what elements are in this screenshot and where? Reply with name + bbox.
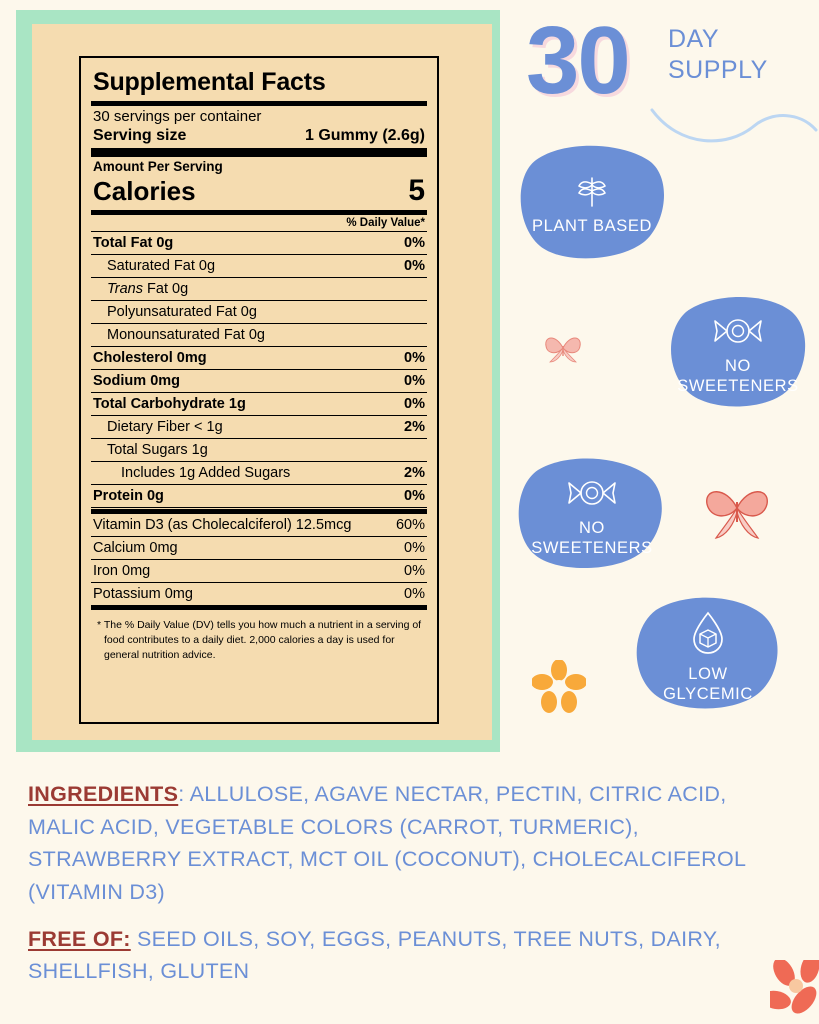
badge-low-glycemic-line2: GLYCEMIC: [663, 684, 753, 703]
badge-plant-based-label: PLANT BASED: [531, 216, 652, 235]
nutrient-row: [91, 416, 427, 438]
badge-no-sweeteners-1-line2: SWEETENERS: [677, 376, 799, 395]
blob-shape: [512, 452, 672, 582]
servings-per-container: 30 servings per container: [93, 108, 262, 125]
nutrient-name: Polyunsaturated Fat 0g: [107, 304, 257, 320]
nutrient-name: Total Fat 0g: [93, 235, 174, 251]
supplemental-facts-box: [79, 56, 439, 724]
serving-size-row: [91, 126, 427, 148]
daily-value-footnote: * The % Daily Value (DV) tells you how much a nutrient in a serving of food contributes to a daily diet. 2,000 calories a day is used for general nutrition advice.: [97, 619, 422, 662]
calories-row: [91, 174, 427, 210]
calories-value: 5: [408, 174, 425, 207]
serving-size-value: 1 Gummy (2.6g): [304, 127, 425, 144]
micronutrient-rows: [91, 514, 427, 605]
ingredients-block: [28, 778, 791, 909]
supply-line-1: DAY: [668, 25, 720, 53]
nutrient-name: Total Sugars 1g: [107, 442, 208, 458]
nutrient-name: Total Carbohydrate 1g: [93, 396, 246, 412]
nutrient-name: Includes 1g Added Sugars: [121, 465, 291, 481]
nutrient-daily-value: 2%: [404, 465, 425, 481]
badge-low-glycemic: [628, 592, 788, 722]
micronutrient-daily-value: 0%: [404, 540, 425, 556]
candy-icon: [710, 314, 766, 353]
flower-icon: [532, 660, 586, 714]
nutrient-name-italic: Trans: [107, 281, 143, 297]
micronutrient-row: [91, 514, 427, 536]
ingredients-text: ALLULOSE, AGAVE NECTAR, PECTIN, CITRIC ACID, MALIC ACID, VEGETABLE COLORS (CARROT, TURMERIC), STRAWBERRY EXTRACT, MCT OIL (COCONUT), CHOLECALCIFEROL (VITAMIN D3): [28, 782, 746, 905]
calories-label: Calories: [93, 176, 196, 206]
nutrient-daily-value: 0%: [404, 258, 425, 274]
bottom-text-block: [0, 762, 819, 1002]
nutrient-name: Protein 0g: [93, 488, 164, 504]
nutrient-row: [91, 370, 427, 392]
micronutrient-row: [91, 583, 427, 605]
micronutrient-daily-value: 60%: [395, 517, 425, 533]
free-of-text: SEED OILS, SOY, EGGS, PEANUTS, TREE NUTS, DAIRY, SHELLFISH, GLUTEN: [28, 926, 721, 984]
nutrient-daily-value: 0%: [404, 350, 425, 366]
micronutrient-daily-value: 0%: [404, 586, 425, 602]
daily-value-header: % Daily Value*: [346, 217, 425, 229]
nutrient-name: Trans Fat 0g: [107, 281, 189, 297]
nutrient-row: [91, 393, 427, 415]
micronutrient-row: [91, 537, 427, 559]
micronutrient-name: Calcium 0mg: [93, 540, 178, 556]
droplet-sugar-icon: [688, 610, 728, 661]
nutrient-rows: [91, 232, 427, 508]
nutrient-row: [91, 485, 427, 507]
nutrient-name: Cholesterol 0mg: [93, 350, 207, 366]
nutrient-daily-value: 0%: [404, 488, 425, 504]
nutrient-row: [91, 278, 427, 300]
nutrient-daily-value: 2%: [404, 419, 425, 435]
facts-panel-frame: [16, 10, 500, 752]
free-of-heading: FREE OF:: [28, 926, 131, 951]
ingredients-heading: INGREDIENTS: [28, 782, 179, 806]
badge-no-sweeteners-2: [512, 452, 672, 582]
amount-per-serving-label: Amount Per Serving: [93, 159, 223, 174]
nutrient-name: Sodium 0mg: [93, 373, 181, 389]
badge-plant-based: [512, 140, 672, 270]
nutrient-row: [91, 232, 427, 254]
nutrient-row: [91, 255, 427, 277]
free-of-block: [28, 923, 791, 988]
nutrient-row: [91, 301, 427, 323]
supply-line-2: SUPPLY: [668, 55, 768, 84]
nutrient-name: Dietary Fiber < 1g: [107, 419, 223, 435]
blob-shape: [664, 290, 812, 420]
nutrient-daily-value: 0%: [404, 235, 425, 251]
facts-title: Supplemental Facts: [93, 68, 326, 96]
ingredients-colon: :: [178, 782, 185, 806]
badge-no-sweeteners-2-line1: NO: [579, 519, 605, 538]
badge-low-glycemic-line1: LOW: [688, 665, 728, 684]
butterfly-icon: [540, 330, 586, 366]
nutrient-daily-value: 0%: [404, 396, 425, 412]
micronutrient-name: Iron 0mg: [93, 563, 151, 579]
nutrient-row: [91, 462, 427, 484]
nutrient-row: [91, 347, 427, 369]
micronutrient-row: [91, 560, 427, 582]
supply-text: [668, 24, 768, 85]
candy-icon: [564, 476, 620, 515]
supply-number: 30: [526, 7, 629, 114]
micronutrient-name: Potassium 0mg: [93, 586, 193, 602]
badge-no-sweeteners-1-line1: NO: [725, 357, 751, 376]
badge-no-sweeteners-2-line2: SWEETENERS: [531, 538, 653, 557]
nutrient-daily-value: 0%: [404, 373, 425, 389]
nutrient-name: Monounsaturated Fat 0g: [107, 327, 265, 343]
nutrient-name: Saturated Fat 0g: [107, 258, 216, 274]
butterfly-icon: [698, 478, 776, 544]
leaf-icon: [573, 174, 611, 213]
badge-no-sweeteners-1: [664, 290, 812, 420]
nutrient-row: [91, 324, 427, 346]
swoosh-decoration: [650, 104, 819, 150]
right-graphics-column: [500, 0, 819, 760]
micronutrient-name: Vitamin D3 (as Cholecalciferol) 12.5mcg: [93, 517, 352, 533]
serving-size-label: Serving size: [93, 127, 187, 144]
nutrient-row: [91, 439, 427, 461]
micronutrient-daily-value: 0%: [404, 563, 425, 579]
